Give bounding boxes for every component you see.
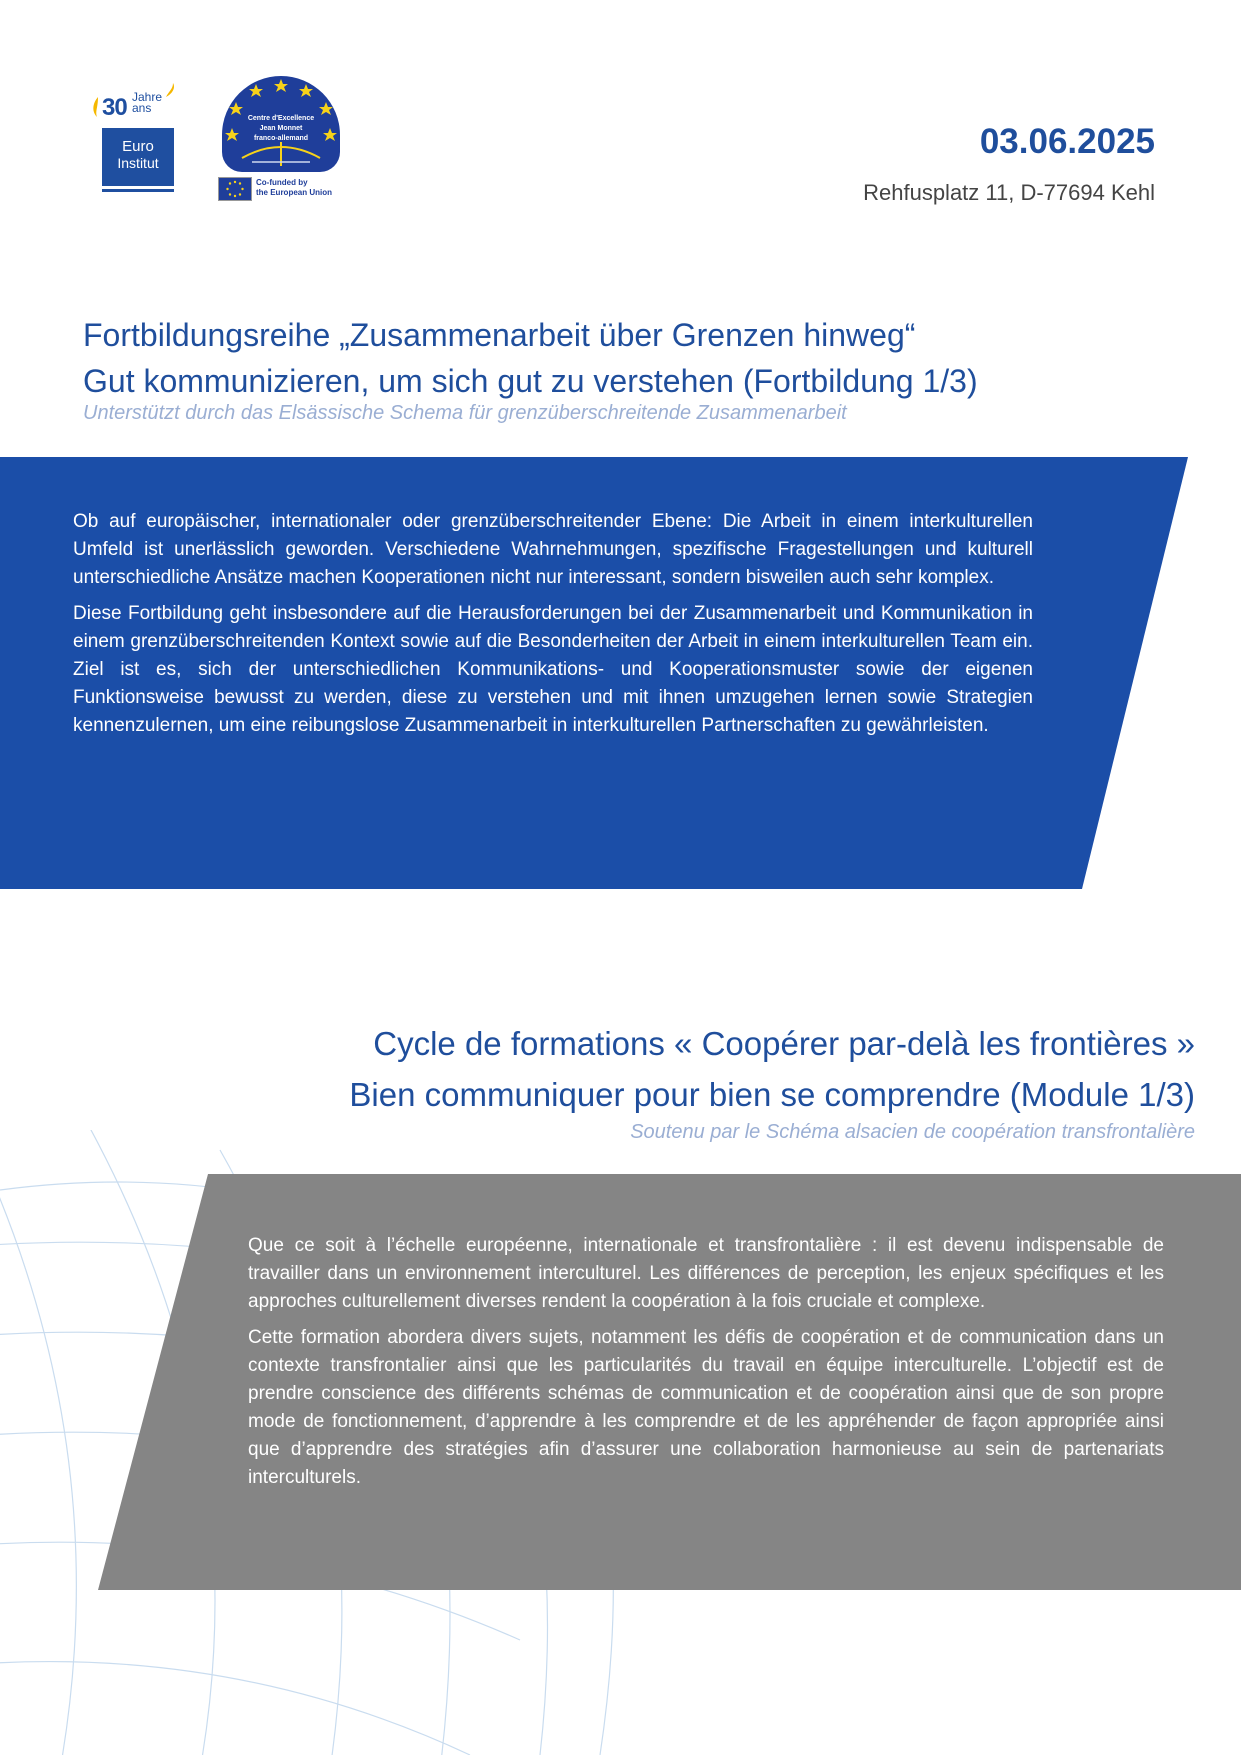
german-description <box>73 508 1033 748</box>
jean-monnet-logo <box>214 76 344 206</box>
cofunded-line1: Co-funded by <box>256 178 308 187</box>
jean-monnet-text <box>222 114 340 144</box>
french-paragraph-2: Cette formation abordera divers sujets, notamment les défis de coopération et de communication dans un contexte transfrontalier ainsi que les particularités du travail en équipe interculturelle. L’objectif est de prendre conscience des différents schémas de communication et de coopération ainsi que de son propre mode de fonctionnement, d’apprendre à les comprendre et de les appréhender de façon appropriée ainsi que d’apprendre des stratégies afin d’assurer une collaboration harmonieuse au sein de partenariats interculturels. <box>248 1327 1164 1488</box>
euro-institut-box <box>102 128 174 186</box>
german-paragraph-2: Diese Fortbildung geht insbesondere auf die Herausforderungen bei der Zusammenarbeit und Kommunikation in einem grenzüberschreitenden Kontext sowie auf die Besonderheiten der Arbeit in einem interkulturellen Team ein. Ziel ist es, sich der unterschiedlichen Kommunikations- und Kooperationsmuster sowie der eigenen Funktionsweise bewusst zu werden, diese zu verstehen und mit ihnen umzugehen lernen sowie Strategien kennenzulernen, um eine reibungslose Zusammenarbeit in interkulturellen Partnerschaften zu gewährleisten. <box>73 603 1033 736</box>
euro-institut-logo <box>88 82 184 200</box>
flame-icon <box>90 96 104 118</box>
logo-line-institut: Institut <box>117 155 159 171</box>
french-title-line1: Cycle de formations « Coopérer par-delà les frontières » <box>373 1025 1195 1062</box>
eu-flag-icon <box>218 177 252 201</box>
flame-icon <box>162 82 178 98</box>
cofunded-text <box>256 178 332 198</box>
cofunded-line2: the European Union <box>256 188 332 197</box>
jm-line3: franco-allemand <box>253 135 309 142</box>
jubilee-text <box>132 92 162 114</box>
french-subtitle: Soutenu par le Schéma alsacien de coopération transfrontalière <box>630 1121 1195 1143</box>
german-title-line2: Gut kommunizieren, um sich gut zu verstehen (Fortbildung 1/3) <box>83 363 978 399</box>
jm-line1: Centre d'Excellence <box>247 115 315 122</box>
jean-monnet-badge <box>222 76 340 172</box>
jubilee-number: 30 <box>102 94 127 121</box>
german-title-line1: Fortbildungsreihe „Zusammenarbeit über Grenzen hinweg“ <box>83 317 916 353</box>
jm-line2: Jean Monnet <box>259 125 303 132</box>
document-date: 03.06.2025 <box>979 122 1155 161</box>
jubilee-line2: ans <box>132 101 152 115</box>
jubilee-line1: Jahre <box>132 90 163 104</box>
document-address: Rehfusplatz 11, D-77694 Kehl <box>863 180 1155 205</box>
german-title <box>83 312 978 404</box>
french-title <box>349 1018 1195 1120</box>
german-paragraph-1: Ob auf europäischer, internationaler oder grenzüberschreitender Ebene: Die Arbeit in einem interkulturellen Umfeld ist unerlässlich geworden. Verschiedene Wahrnehmungen, spezifische Fragestellungen und kulturell unterschiedliche Ansätze machen Kooperationen nicht nur interessant, sondern bisweilen auch sehr komplex. <box>73 511 1033 588</box>
french-title-line2: Bien communiquer pour bien se comprendre (Module 1/3) <box>349 1076 1195 1113</box>
french-paragraph-1: Que ce soit à l’échelle européenne, internationale et transfrontalière : il est devenu indispensable de travailler dans un environnement interculturel. Les différences de perception, les enjeux spécifiques et les approches culturellement diverses rendent la coopération à la fois cruciale et complexe. <box>248 1235 1164 1312</box>
french-description <box>248 1232 1164 1500</box>
german-subtitle: Unterstützt durch das Elsässische Schema für grenzüberschreitende Zusammenarbeit <box>83 402 847 424</box>
logo-underline <box>102 189 174 192</box>
logo-line-euro: Euro <box>122 138 154 155</box>
